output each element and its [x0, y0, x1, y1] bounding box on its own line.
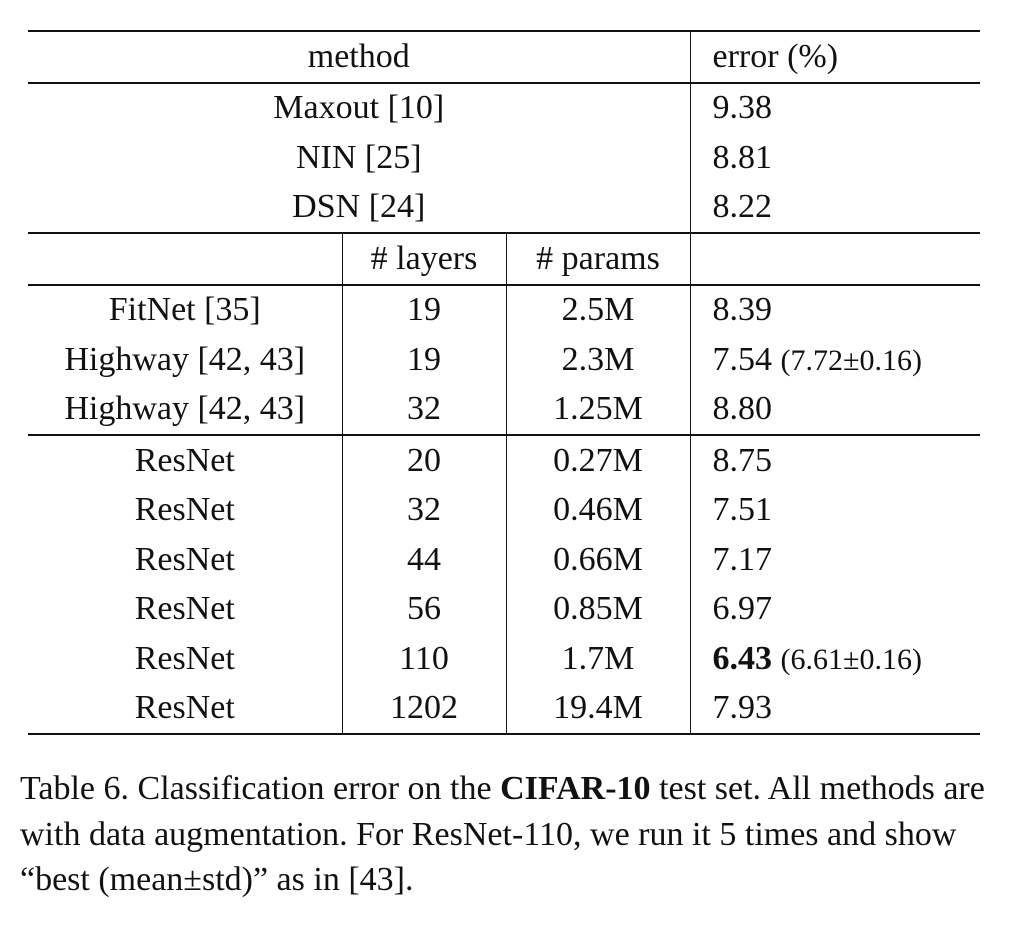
params-cell: 0.85M — [506, 585, 690, 635]
caption-text-end: test set. All methods are with data augmentation. For ResNet-110, we run it 5 times and show “best (mean±std)” as in [43]. — [20, 770, 985, 898]
error-cell — [690, 285, 980, 336]
layers-cell: 32 — [342, 486, 506, 536]
error-value: 6.97 — [712, 590, 773, 628]
params-cell: 2.3M — [506, 335, 690, 385]
table-row — [28, 183, 980, 234]
table-row — [28, 684, 980, 735]
method-cell: Maxout [10] — [273, 89, 445, 127]
table-row — [28, 385, 980, 436]
error-header: error (%) — [690, 31, 980, 83]
table-caption — [20, 766, 1000, 903]
method-cell: ResNet — [134, 441, 235, 479]
table-row — [28, 133, 980, 183]
layers-cell: 32 — [342, 385, 506, 436]
table-row — [28, 585, 980, 635]
layers-cell: 44 — [342, 535, 506, 585]
table-row — [28, 83, 980, 134]
error-cell — [690, 585, 980, 635]
table-row — [28, 634, 980, 684]
layers-cell: 19 — [342, 335, 506, 385]
error-cell: 8.81 — [690, 133, 980, 183]
error-value: 8.80 — [712, 390, 773, 428]
layers-cell: 56 — [342, 585, 506, 635]
method-cell: ResNet — [134, 491, 235, 529]
params-header: # params — [506, 233, 690, 285]
subheader-row — [28, 233, 980, 285]
error-value: 8.39 — [712, 291, 773, 329]
table-row — [28, 435, 980, 486]
method-cell: ResNet — [134, 639, 235, 677]
error-cell — [690, 435, 980, 486]
layers-header: # layers — [342, 233, 506, 285]
layers-cell: 110 — [342, 634, 506, 684]
params-cell: 0.27M — [506, 435, 690, 486]
error-cell — [690, 634, 980, 684]
params-cell: 1.7M — [506, 634, 690, 684]
error-value: 6.43 — [712, 639, 773, 677]
method-cell: Highway [42, 43] — [28, 385, 342, 436]
error-value: 7.51 — [712, 491, 773, 529]
caption-text-start: Table 6. Classification error on the — [20, 770, 501, 807]
method-cell: ResNet — [28, 684, 342, 735]
empty-cell — [28, 233, 342, 285]
error-mean-std: (7.72±0.16) — [780, 343, 922, 377]
params-cell: 0.46M — [506, 486, 690, 536]
error-value: 7.17 — [712, 540, 773, 578]
method-cell: FitNet [35] — [108, 291, 261, 329]
empty-cell — [690, 233, 980, 285]
results-table — [28, 30, 980, 735]
table-row — [28, 335, 980, 385]
layers-cell: 1202 — [342, 684, 506, 735]
error-cell: 9.38 — [690, 83, 980, 134]
table-row — [28, 535, 980, 585]
caption-dataset-name: CIFAR-10 — [500, 770, 651, 807]
params-cell: 2.5M — [506, 285, 690, 336]
error-value: 7.93 — [712, 689, 773, 727]
error-value: 8.75 — [712, 441, 773, 479]
error-cell — [690, 486, 980, 536]
params-cell: 0.66M — [506, 535, 690, 585]
table-row — [28, 285, 980, 336]
method-cell: ResNet — [134, 590, 235, 628]
method-cell: DSN [24] — [28, 183, 690, 234]
error-cell: 8.22 — [690, 183, 980, 234]
error-mean-std: (6.61±0.16) — [780, 642, 922, 676]
header-row — [28, 31, 980, 83]
method-cell: NIN [25] — [295, 138, 422, 176]
layers-cell: 19 — [342, 285, 506, 336]
layers-cell: 20 — [342, 435, 506, 486]
error-cell — [690, 684, 980, 735]
params-cell: 19.4M — [506, 684, 690, 735]
method-cell: Highway [42, 43] — [64, 340, 306, 378]
table-row — [28, 486, 980, 536]
error-cell — [690, 335, 980, 385]
error-cell — [690, 385, 980, 436]
method-cell: ResNet — [134, 540, 235, 578]
error-value: 7.54 — [712, 340, 773, 378]
method-header: method — [28, 31, 690, 83]
params-cell: 1.25M — [506, 385, 690, 436]
error-cell — [690, 535, 980, 585]
